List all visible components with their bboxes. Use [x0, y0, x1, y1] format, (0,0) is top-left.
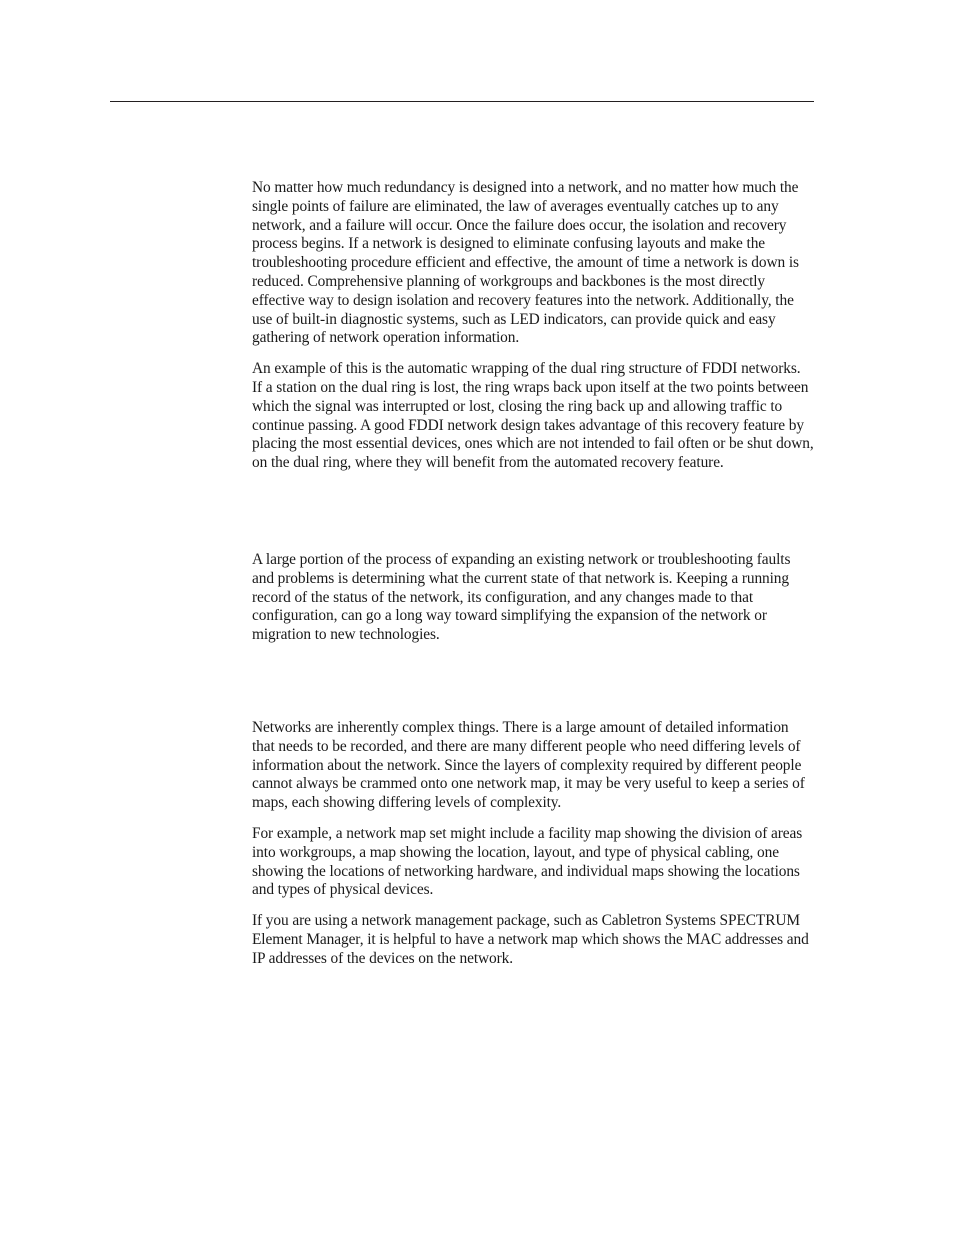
paragraph-network-management: If you are using a network management package, such as Cabletron Systems SPECTRUM Element Manager, it is helpful to have a network map which shows the MAC addresses and IP addresses of the devices on the network. [252, 912, 809, 967]
paragraph-network-state: A large portion of the process of expanding an existing network or troubleshooting faults and problems is determining what the current state of that network is. Keeping a running record of the status of the network, its configuration, and any changes made to that configuration, can go a long way toward simplifying the expansion of the network or migration to new technologies. [252, 550, 791, 644]
paragraph-map-set-example: For example, a network map set might include a facility map showing the division of areas into workgroups, a map showing the location, layout, and type of physical cabling, one showing the locations of networking hardware, and individual maps showing the locations and types of physical devices. [252, 824, 803, 899]
paragraph-network-complexity: Networks are inherently complex things. There is a large amount of detailed information that needs to be recorded, and there are many different people who need differing levels of information about the network. Since the layers of complexity required by different people cannot always be crammed onto one network map, it may be very useful to keep a series of maps, each showing differing levels of complexity. [252, 718, 805, 812]
paragraph-fddi-wrapping: An example of this is the automatic wrapping of the dual ring structure of FDDI networks. If a station on the dual ring is lost, the ring wraps back upon itself at the two points between which the signal was interrupted or lost, closing the ring back up and allowing traffic to continue passing. A good FDDI network design takes advantage of this recovery feature by placing the most essential devices, ones which are not intended to fail often or be shut down, on the dual ring, where they will benefit from the automated recovery feature. [252, 360, 814, 472]
section-gap [252, 657, 814, 719]
section-gap [252, 485, 814, 551]
document-body [252, 179, 814, 981]
header-rule [110, 101, 814, 102]
paragraph-isolation-recovery: No matter how much redundancy is designed into a network, and no matter how much the single points of failure are eliminated, the law of averages eventually catches up to any network, and a failure will occur. Once the failure does occur, the isolation and recovery process begins. If a network is designed to eliminate confusing layouts and make the troubleshooting procedure efficient and effective, the amount of time a network is down is reduced. Comprehensive planning of workgroups and backbones is the most directly effective way to design isolation and recovery features into the network. Additionally, the use of built-in diagnostic systems, such as LED indicators, can provide quick and easy gathering of network operation information. [252, 179, 799, 347]
